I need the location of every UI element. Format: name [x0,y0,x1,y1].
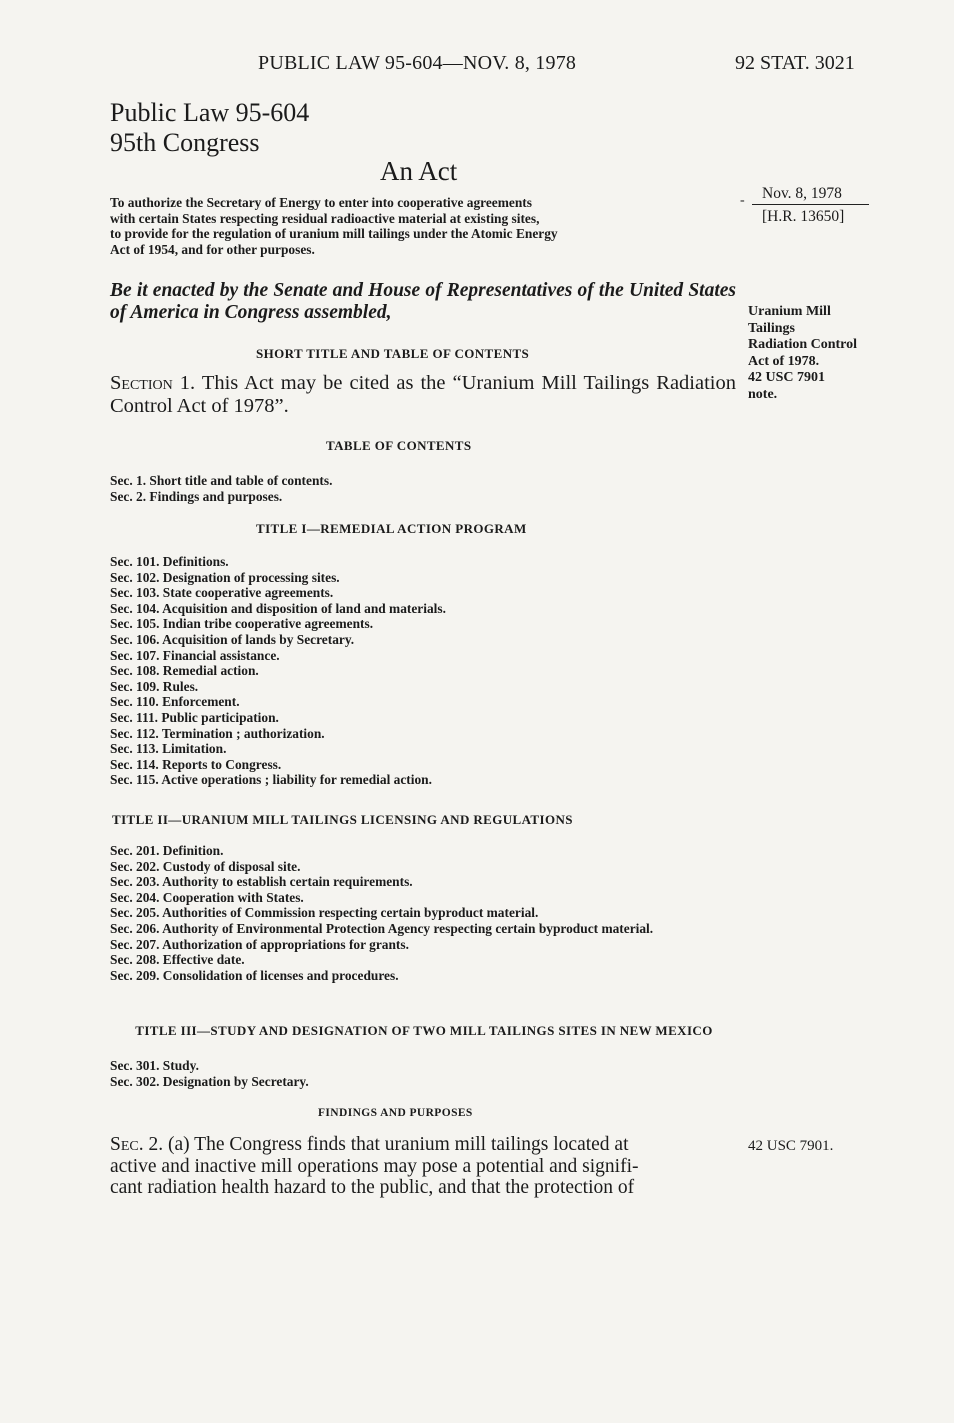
purpose-line: with certain States respecting residual radioactive material at existing sites, [110,210,540,226]
toc-item: Sec. 2. Findings and purposes. [110,488,283,504]
section-1-text: This Act may be cited as the “Uranium Mill Tailings Radiation Control Act of 1978”. [110,372,736,417]
section-2-label: Sec. 2. [110,1134,164,1155]
short-title-heading: SHORT TITLE AND TABLE OF CONTENTS [256,346,530,361]
section-2 [110,1134,736,1199]
congress-number: 95th Congress [110,128,260,157]
toc-item: Sec. 109. Rules. [110,678,199,694]
purpose-line: Act of 1954, and for other purposes. [110,241,315,257]
title-1-list [110,554,736,788]
enacting-clause: Be it enacted by the Senate and House of Representatives of the United States of America in Congress assembled, [110,280,736,323]
title-3-list [110,1058,736,1089]
margin-note-line: Uranium Mill [748,304,831,319]
toc-item: Sec. 203. Authority to establish certain requirements. [110,874,413,890]
title-2-heading: TITLE II—URANIUM MILL TAILINGS LICENSING AND REGULATIONS [112,812,573,827]
toc-item: Sec. 114. Reports to Congress. [110,756,282,772]
margin-note-line: 42 USC 7901 [748,370,826,385]
enactment-date: Nov. 8, 1978 [752,184,869,205]
toc-item: Sec. 102. Designation of processing sites. [110,569,340,585]
title-1-heading: TITLE I—REMEDIAL ACTION PROGRAM [256,521,527,536]
margin-usc-citation: 42 USC 7901. [748,1138,834,1154]
toc-item: Sec. 204. Cooperation with States. [110,889,304,905]
toc-item: Sec. 107. Financial assistance. [110,647,280,663]
toc-item: Sec. 209. Consolidation of licenses and procedures. [110,967,399,983]
toc-item: Sec. 106. Acquisition of lands by Secretary. [110,631,355,647]
margin-note-line: Act of 1978. [748,353,820,369]
toc-item: Sec. 115. Active operations ; liability for remedial action. [110,772,432,788]
section-2-text: (a) The Congress finds that uranium mill tailings located at [168,1134,629,1155]
toc-item: Sec. 206. Authority of Environmental Protection Agency respecting certain byproduct material. [110,920,654,936]
section-2-line [110,1134,736,1156]
purpose-statement [110,195,736,257]
bill-number: [H.R. 13650] [762,208,845,225]
toc-item: Sec. 101. Definitions. [110,554,229,569]
toc-item: Sec. 301. Study. [110,1058,199,1073]
toc-item: Sec. 202. Custody of disposal site. [110,858,301,874]
margin-note-line: Tailings [748,320,795,336]
running-head: PUBLIC LAW 95-604—NOV. 8, 1978 [258,52,577,74]
toc-item: Sec. 103. State cooperative agreements. [110,585,334,601]
findings-heading: FINDINGS AND PURPOSES [318,1107,473,1119]
toc-item: Sec. 208. Effective date. [110,952,245,968]
margin-dash: - [740,193,745,208]
toc-item: Sec. 108. Remedial action. [110,663,259,679]
public-law-title [110,98,309,158]
toc-item: Sec. 104. Acquisition and disposition of land and materials. [110,600,446,616]
toc-item: Sec. 111. Public participation. [110,709,279,725]
margin-note-line: Radiation Control [748,337,858,352]
toc-item: Sec. 113. Limitation. [110,741,227,757]
toc-item: Sec. 302. Designation by Secretary. [110,1073,309,1089]
title-2-list [110,843,736,983]
statute-citation: 92 STAT. 3021 [735,52,855,74]
toc-item: Sec. 105. Indian tribe cooperative agreements. [110,616,374,632]
toc-item: Sec. 205. Authorities of Commission respecting certain byproduct material. [110,905,539,921]
toc-item: Sec. 110. Enforcement. [110,694,240,710]
margin-note-short-title [748,304,878,403]
section-2-line: cant radiation health hazard to the public, and that the protection of [110,1177,635,1198]
section-2-line: active and inactive mill operations may pose a potential and signifi- [110,1155,639,1177]
toc-item: Sec. 1. Short title and table of contents. [110,473,333,488]
toc-item: Sec. 201. Definition. [110,843,224,858]
toc-item: Sec. 207. Authorization of appropriations for grants. [110,936,409,952]
section-1 [110,372,736,418]
title-3-heading: TITLE III—STUDY AND DESIGNATION OF TWO MILL TAILINGS SITES IN NEW MEXICO [135,1023,713,1038]
margin-date-block [752,184,869,227]
section-1-label: Section 1. [110,372,196,394]
toc-item: Sec. 112. Termination ; authorization. [110,725,325,741]
margin-note-line: note. [748,386,778,402]
act-title: An Act [380,156,458,186]
public-law-number: Public Law 95-604 [110,98,310,127]
toc-intro-list [110,473,736,504]
purpose-line: To authorize the Secretary of Energy to enter into cooperative agreements [110,195,532,210]
toc-heading: TABLE OF CONTENTS [326,438,472,453]
purpose-line: to provide for the regulation of uranium mill tailings under the Atomic Energy [110,226,558,242]
